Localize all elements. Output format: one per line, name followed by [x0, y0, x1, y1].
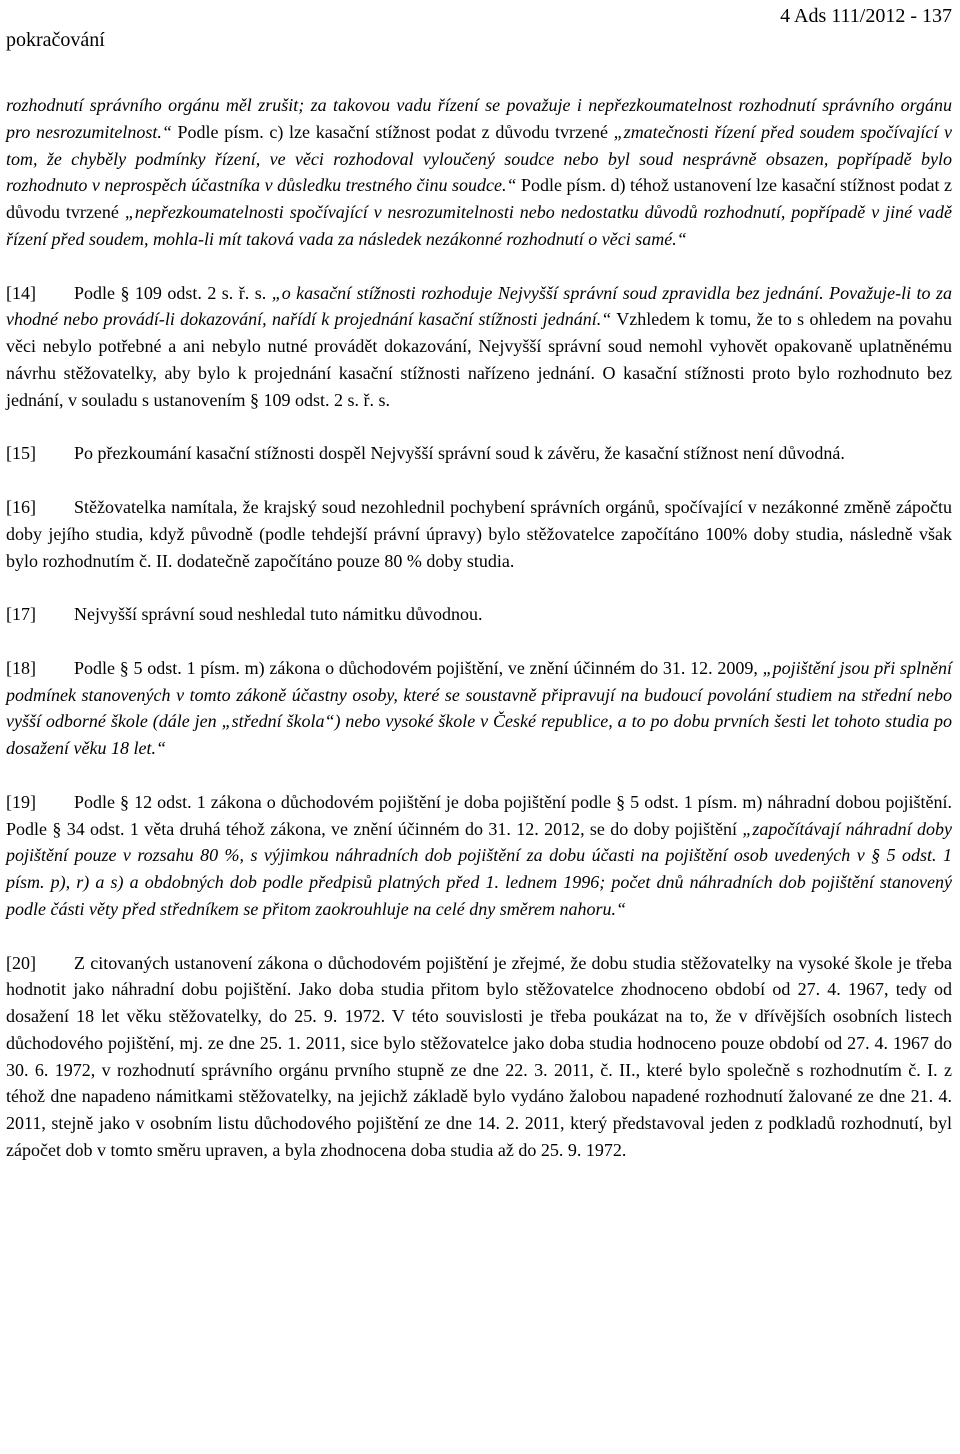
- paragraph-14: [6, 280, 952, 414]
- header-case-number: 4 Ads 111/2012 - 137: [780, 5, 952, 27]
- body-text: Podle § 12 odst. 1 zákona o důchodovém pojištění je doba pojištění podle § 5 odst. 1 písm. m) náhradní dobou pojištění. Podle § 34 odst. 1 věta druhá téhož zákona, ve znění účinném do 31. 12. 2012, se do doby pojištění: [6, 791, 952, 839]
- body-text: Nejvyšší správní soud neshledal tuto námitku důvodnou.: [74, 604, 483, 625]
- body-text: Podle § 109 odst. 2 s. ř. s.: [74, 282, 272, 303]
- paragraph-15: [6, 440, 952, 467]
- quote-text: „o kasační stížnosti rozhoduje Nejvyšší správní soud zpravidla bez jednání. Považuje-li to za vhodné nebo provádí-li dokazování, nařídí k projednání kasační stížnosti jednání.“: [6, 282, 952, 330]
- paragraph-number: [17]: [6, 604, 36, 625]
- quote-text: „započítávají náhradní doby pojištění pouze v rozsahu 80 %, s výjimkou náhradních dob pojištění za dobu účasti na pojištění osob uvedených v § 5 odst. 1 písm. p), r) a s) a obdobných dob podle předpisů platných před 1. lednem 1996; počet dnů náhradních dob pojištění stanovený podle části věty před středníkem se přitom zaokrouhluje na celé dny směrem nahoru.“: [6, 818, 953, 919]
- quote-text: rozhodnutí správního orgánu měl zrušit; za takovou vadu řízení se považuje i nepřezkoumatelnost rozhodnutí správního orgánu pro nesrozumitelnost.“: [6, 95, 952, 142]
- body-text: Vzhledem k tomu, že to s ohledem na povahu věci nebylo potřebné a ani nebylo nutné provádět dokazování, Nejvyšší správní soud nemohl vyhovět opakovaně uplatněnému návrhu stěžovatelky, aby bylo k projednání kasační stížnosti nařízeno jednání. O kasační stížnosti proto bylo rozhodnuto bez jednání, v souladu s ustanovením § 109 odst. 2 s. ř. s.: [6, 309, 953, 410]
- paragraph-17: [6, 601, 952, 628]
- paragraph-number: [20]: [6, 952, 36, 973]
- header-continuation: pokračování: [6, 29, 105, 51]
- body-text: Podle písm. c) lze kasační stížnost podat z důvodu tvrzené: [171, 121, 614, 142]
- quote-text: „nepřezkoumatelnosti spočívající v nesrozumitelnosti nebo nedostatku důvodů rozhodnutí, popřípadě v jiné vadě řízení před soudem, mohla-li mít taková vada za následek nezákonné rozhodnutí o věci samé.“: [6, 202, 952, 249]
- paragraph-16: [6, 494, 952, 574]
- body-text: Z citovaných ustanovení zákona o důchodovém pojištění je zřejmé, že dobu studia stěžovatelky na vysoké škole je třeba hodnotit jako náhradní dobu pojištění. Jako doba studia přitom bylo stěžovatelce zhodnoceno období od 27. 4. 1967, tedy od dosažení 18 let věku stěžovatelky, do 25. 9. 1972. V této souvislosti je třeba poukázat na to, že v dřívějších osobních listech důchodového pojištění, mj. ze dne 25. 1. 2011, sice bylo stěžovatelce jako doba studia hodnoceno pouze období od 27. 4. 1967 do 30. 6. 1972, v rozhodnutí správního orgánu prvního stupně ze dne 22. 3. 2011, č. II., které bylo společně s rozhodnutím č. I. z téhož dne napadeno námitkami stěžovatelky, na jejichž základě bylo vydáno žalobou napadené rozhodnutí žalované ze dne 21. 4. 2011, stejně jako v osobním listu důchodového pojištění ze dne 14. 2. 2011, který představoval jeden z podkladů rozhodnutí, byl zápočet dob v tomto směru upraven, a byla zhodnocena doba studia až do 25. 9. 1972.: [6, 952, 952, 1161]
- paragraph-20: [6, 950, 952, 1164]
- paragraph-number: [15]: [6, 443, 36, 464]
- paragraph-number: [14]: [6, 282, 36, 303]
- body-text: Podle písm. d) téhož ustanovení lze kasační stížnost podat z důvodu tvrzené: [6, 175, 952, 223]
- paragraph-number: [18]: [6, 657, 36, 678]
- paragraph-19: [6, 789, 952, 923]
- paragraph-number: [16]: [6, 496, 36, 517]
- body-text: Podle § 5 odst. 1 písm. m) zákona o důchodovém pojištění, ve znění účinném do 31. 12. 2009,: [74, 657, 763, 678]
- quote-text: „pojištění jsou při splnění podmínek stanovených v tomto zákoně účastny osoby, které se soustavně připravují na budoucí povolání studiem na střední nebo vyšší odborné škole (dále jen „střední škola“) nebo vysoké škole v České republice, a to po dobu prvních šesti let tohoto studia po dosažení věku 18 let.“: [6, 657, 952, 759]
- body-text: Po přezkoumání kasační stížnosti dospěl Nejvyšší správní soud k závěru, že kasační stížnost není důvodná.: [74, 443, 845, 464]
- paragraph-number: [19]: [6, 791, 36, 812]
- body-text: Stěžovatelka namítala, že krajský soud nezohlednil pochybení správních orgánů, spočívající v nezákonné změně zápočtu doby jejího studia, když původně (podle tehdejší právní úpravy) bylo stěžovatelce započítáno 100% doby studia, následně však bylo rozhodnutím č. II. dodatečně započítáno pouze 80 % doby studia.: [6, 496, 952, 571]
- paragraph-13-continuation: [6, 92, 952, 253]
- quote-text: „zmatečnosti řízení před soudem spočívající v tom, že chyběly podmínky řízení, ve věci rozhodoval vyloučený soudce nebo byl soud nesprávně obsazen, popřípadě bylo rozhodnuto v neprospěch účastníka v důsledku trestného činu soudce.“: [6, 121, 952, 196]
- paragraph-18: [6, 655, 952, 762]
- document-body: [6, 92, 952, 1164]
